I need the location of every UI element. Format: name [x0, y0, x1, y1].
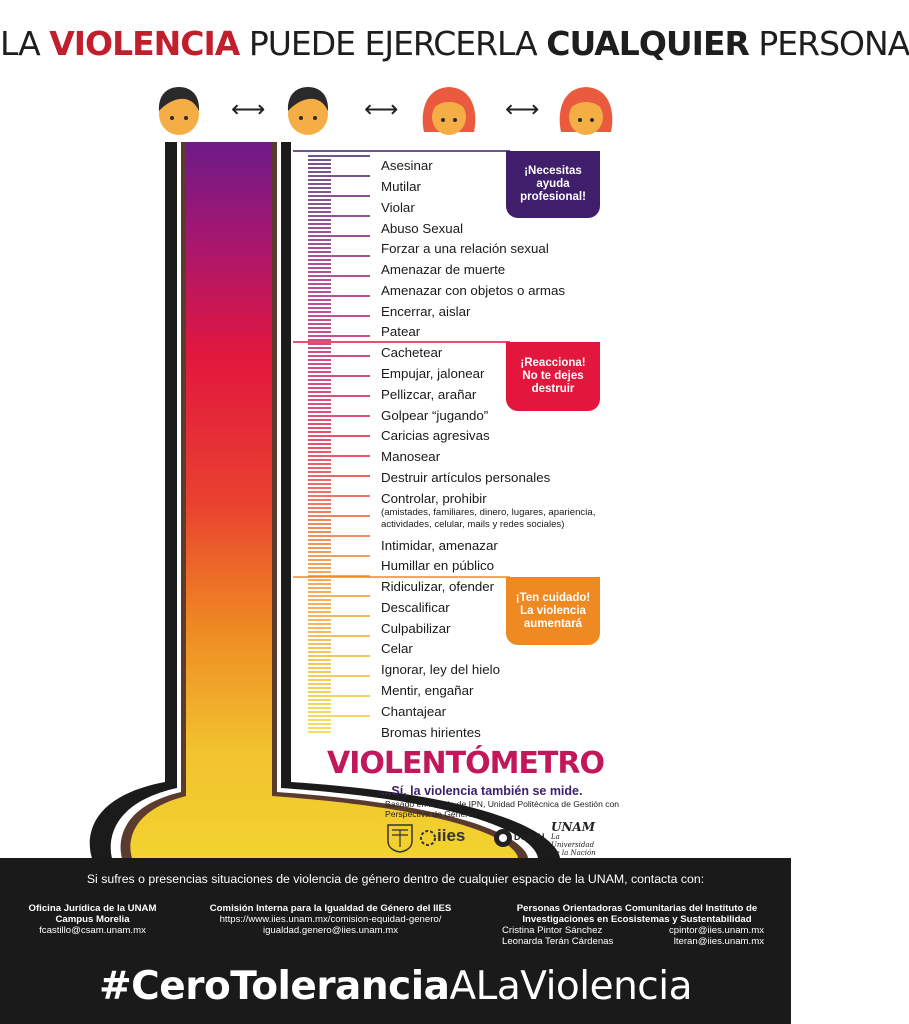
callout-line: ¡Ten cuidado!	[515, 591, 591, 604]
list-item: Empujar, jalonear	[381, 366, 485, 381]
contact-url: https://www.iies.unam.mx/comision-equidad-genero/	[219, 914, 442, 925]
headline-word-cualquier: CUALQUIER	[546, 24, 749, 63]
contact-orientadoras	[492, 903, 782, 947]
list-item: Violar	[381, 200, 415, 215]
contact-title: Comisión Interna para la Igualdad de Género del IIES	[209, 903, 452, 914]
list-item: Descalificar	[381, 600, 450, 615]
hashtag-bold: #CeroTolerancia	[99, 964, 450, 1009]
footer-intro: Si sufres o presencias situaciones de violencia de género dentro de cualquier espacio de la UNAM, contacta con:	[86, 872, 705, 886]
iies-logo-text: iies	[437, 826, 466, 845]
contact-comision	[188, 903, 473, 936]
callout-professional-help	[506, 151, 600, 218]
list-item: Encerrar, aislar	[381, 304, 471, 319]
contact-title: Personas Orientadoras Comunitarias del Instituto de	[516, 903, 758, 914]
list-item: Mentir, engañar	[381, 683, 474, 698]
contact-email: igualdad.genero@iies.unam.mx	[262, 925, 399, 936]
contact-juridica	[10, 903, 175, 936]
list-item: Golpear “jugando”	[381, 408, 489, 423]
headline-word: PERSONA	[758, 24, 909, 63]
list-item: Manosear	[381, 449, 441, 464]
list-item: Humillar en público	[381, 558, 495, 573]
list-item: Culpabilizar	[381, 621, 451, 636]
callout-line: ayuda	[536, 178, 570, 190]
list-item: Bromas hirientes	[381, 725, 481, 740]
callout-careful	[506, 577, 600, 645]
callout-line: ¡Reacciona!	[520, 357, 586, 369]
headline-word: PUEDE EJERCERLA	[248, 24, 537, 63]
list-item: Controlar, prohibir	[381, 491, 487, 506]
tick-marks	[308, 156, 370, 732]
contact-title: Oficina Jurídica de la UNAM	[28, 903, 157, 914]
contact-name: Cristina Pintor Sánchez	[502, 925, 603, 936]
callout-line: ¡Necesitas	[524, 165, 582, 177]
dcsyh-logo-text: DCSyH	[514, 832, 545, 842]
contact-person-row	[492, 925, 782, 936]
callout-line: profesional!	[520, 191, 586, 203]
headline-word: LA	[0, 24, 40, 63]
contact-email: cpintor@iies.unam.mx	[668, 925, 764, 936]
contact-title: Campus Morelia	[55, 914, 130, 925]
list-item: Celar	[381, 641, 413, 656]
hashtag	[0, 964, 791, 1009]
list-item: Caricias agresivas	[381, 428, 490, 443]
unam-logo-subtext: La Universidad de la Nación	[551, 833, 596, 857]
list-item: Amenazar con objetos o armas	[381, 283, 566, 298]
unam-logo-text: UNAM	[551, 820, 596, 834]
list-item: Forzar a una relación sexual	[381, 241, 549, 256]
list-item: Ridiculizar, ofender	[381, 579, 495, 594]
controlar-detail: (amistades, familiares, dinero, lugares, apariencia, actividades, celular, mails y redes sociales)	[381, 507, 596, 530]
callout-line: La violencia	[520, 604, 586, 617]
list-item: Amenazar de muerte	[381, 262, 506, 277]
list-item: Patear	[381, 324, 421, 339]
contact-email: fcastillo@csam.unam.mx	[39, 925, 146, 936]
double-arrow-icon: ⟷	[505, 96, 540, 123]
callout-line: No te dejes	[522, 370, 584, 382]
callout-line: destruir	[531, 383, 575, 395]
tagline: ...Sí, la violencia también se mide.	[381, 784, 583, 798]
list-item: Cachetear	[381, 345, 443, 360]
list-item: Abuso Sexual	[381, 221, 464, 236]
hashtag-regular: ALaViolencia	[449, 964, 692, 1009]
list-item: Ignorar, ley del hielo	[381, 662, 501, 677]
callout-react	[506, 342, 600, 411]
iies-logo-mark	[420, 823, 436, 853]
double-arrow-icon: ⟷	[231, 96, 266, 123]
contact-person-row	[492, 936, 782, 947]
list-item: Intimidar, amenazar	[381, 538, 498, 553]
contact-email: lteran@iies.unam.mx	[673, 936, 764, 947]
contact-title: Investigaciones en Ecosistemas y Sustentabilidad	[522, 914, 752, 925]
callout-line: aumentará	[523, 617, 583, 630]
list-item: Destruir artículos personales	[381, 470, 551, 485]
headline-word-violencia: VIOLENCIA	[49, 24, 240, 63]
source-note: Basado en la guía de IPN, Unidad Politécnica de Gestión con Perspectiva de Género.	[385, 799, 620, 819]
list-item: Chantajear	[381, 704, 447, 719]
list-item: Asesinar	[381, 158, 433, 173]
list-item: Pellizcar, arañar	[381, 387, 477, 402]
double-arrow-icon: ⟷	[364, 96, 399, 123]
list-item: Mutilar	[381, 179, 421, 194]
footer	[0, 858, 791, 1024]
dcsyh-logo-mark	[492, 823, 514, 853]
unam-seal-logo	[386, 823, 414, 853]
contact-name: Leonarda Terán Cárdenas	[502, 936, 614, 947]
brand-title: VIOLENTÓMETRO	[327, 746, 604, 781]
